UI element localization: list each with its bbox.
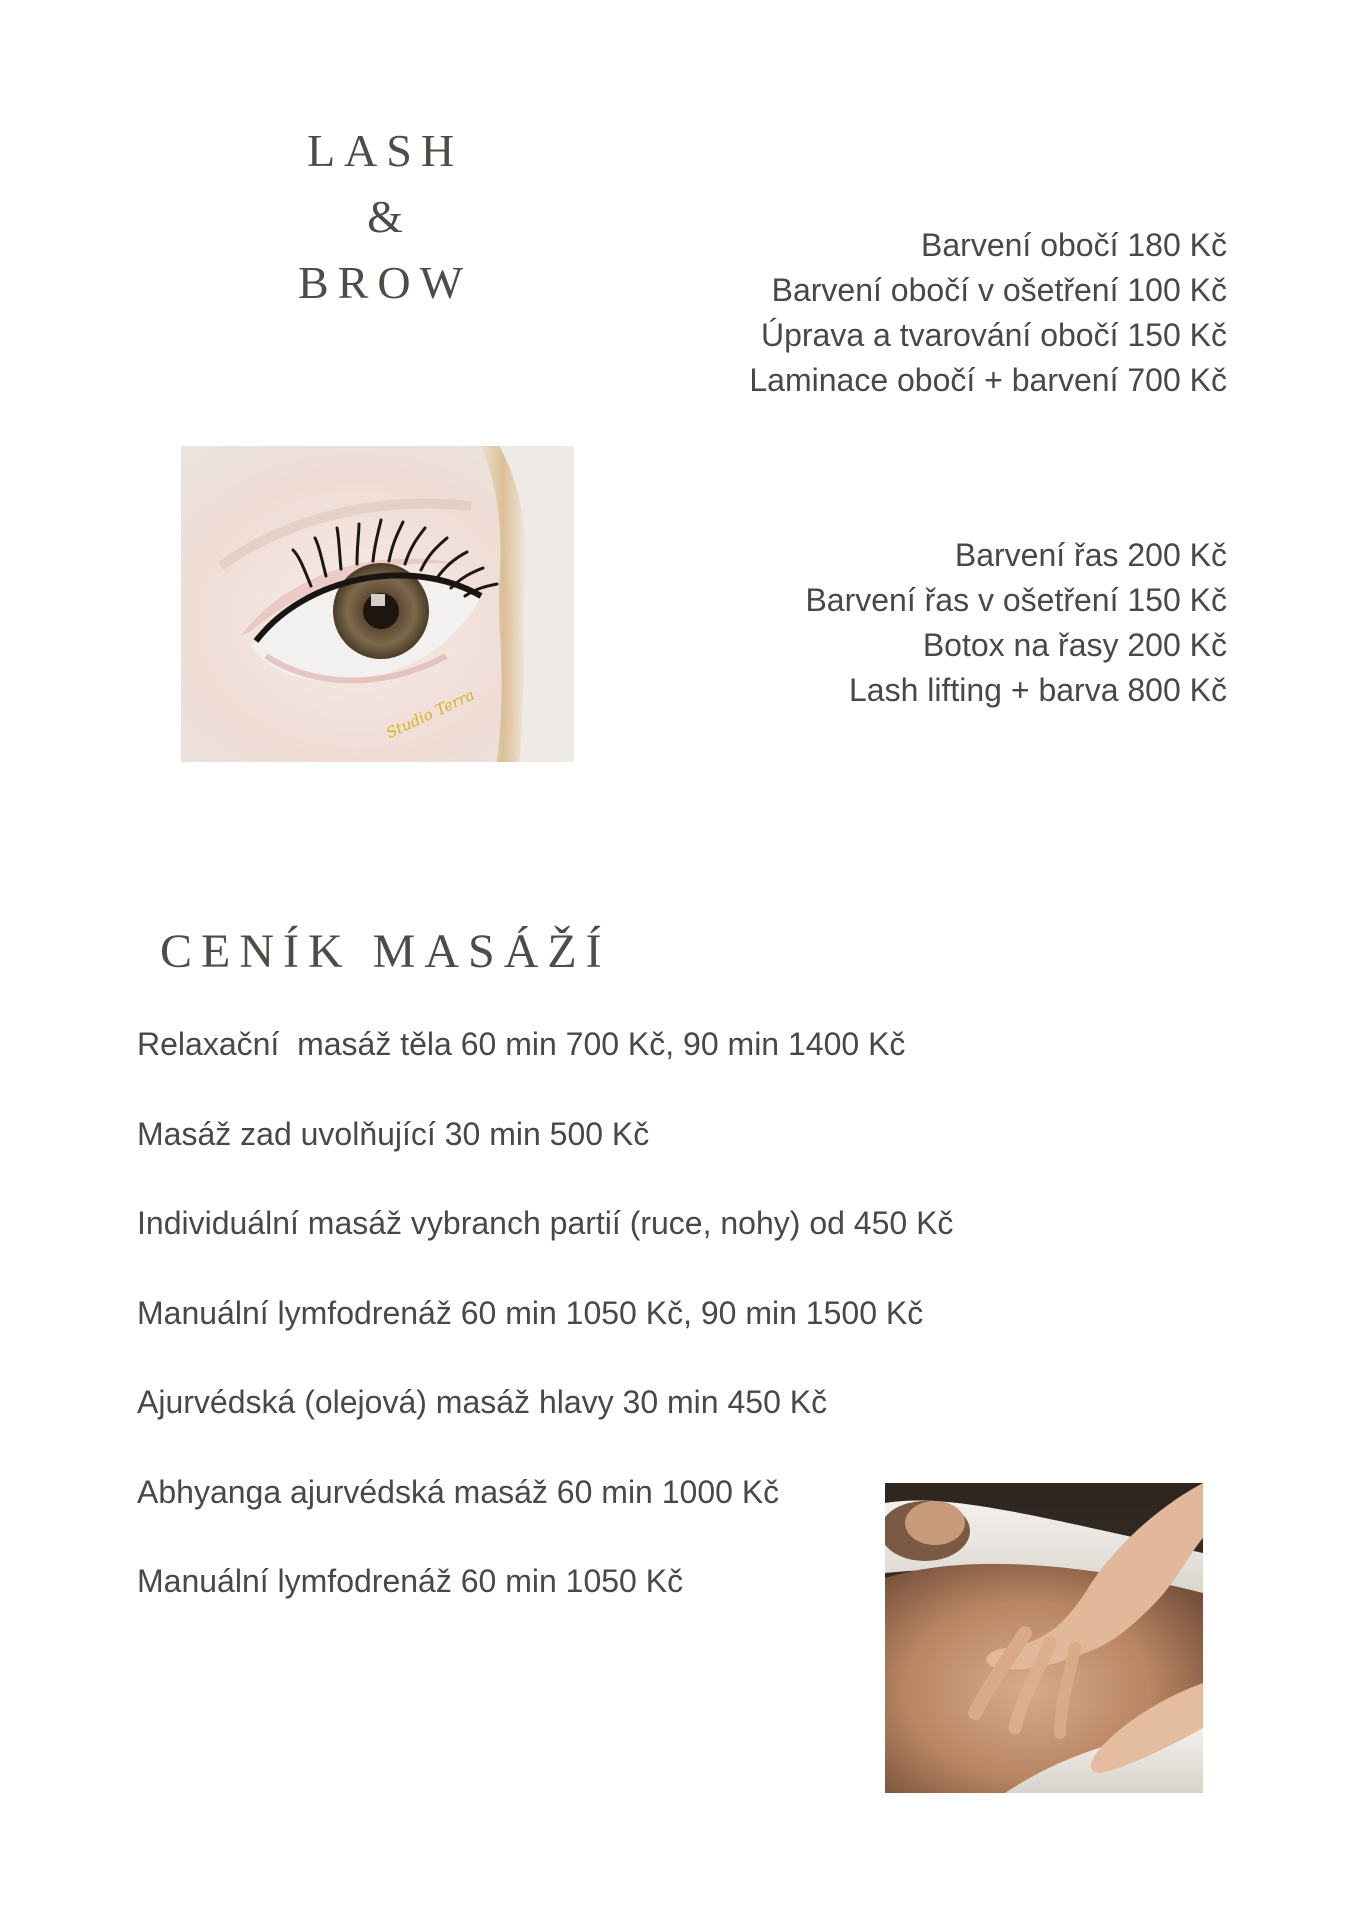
massage-item: Manuální lymfodrenáž 60 min 1050 Kč, 90 min 1500 Kč	[137, 1294, 924, 1331]
massage-item: Manuální lymfodrenáž 60 min 1050 Kč	[137, 1563, 684, 1599]
massage-item: Relaxační masáž těla 60 min 700 Kč, 90 min 1400 Kč	[137, 1026, 906, 1062]
title-ampersand: &	[367, 191, 403, 242]
price-item: Barvení řas 200 Kč	[954, 537, 1227, 573]
price-item: Botox na řasy 200 Kč	[922, 627, 1227, 663]
massage-illustration	[885, 1483, 1203, 1793]
price-item: Barvení řas v ošetření 150 Kč	[805, 582, 1227, 618]
eye-illustration	[181, 446, 574, 762]
massage-price-title: CENÍK MASÁŽÍ	[160, 925, 611, 978]
massage-photo	[885, 1483, 1203, 1793]
massage-item: Masáž zad uvolňující 30 min 500 Kč	[137, 1115, 650, 1152]
price-item: Lash lifting + barva 800 Kč	[848, 672, 1227, 708]
lash-price-list	[805, 533, 1227, 713]
massage-item: Abhyanga ajurvédská masáž 60 min 1000 Kč	[137, 1473, 780, 1510]
price-item: Barvení obočí 180 Kč	[921, 227, 1227, 263]
massage-item: Ajurvédská (olejová) masáž hlavy 30 min 450 Kč	[137, 1384, 828, 1420]
price-item: Laminace obočí + barvení 700 Kč	[749, 362, 1227, 398]
eye-photo-watermark: Studio Terra	[383, 685, 478, 743]
price-item: Úprava a tvarování obočí 150 Kč	[760, 317, 1227, 353]
price-item: Barvení obočí v ošetření 100 Kč	[771, 272, 1227, 308]
massage-item: Individuální masáž vybranch partií (ruce, nohy) od 450 Kč	[137, 1205, 954, 1241]
massage-price-list	[137, 1022, 953, 1649]
title-brow: BROW	[298, 257, 472, 308]
brow-price-list	[749, 223, 1227, 403]
eye-photo	[181, 446, 574, 762]
title-lash: LASH	[306, 125, 464, 176]
lash-brow-title	[250, 118, 520, 316]
